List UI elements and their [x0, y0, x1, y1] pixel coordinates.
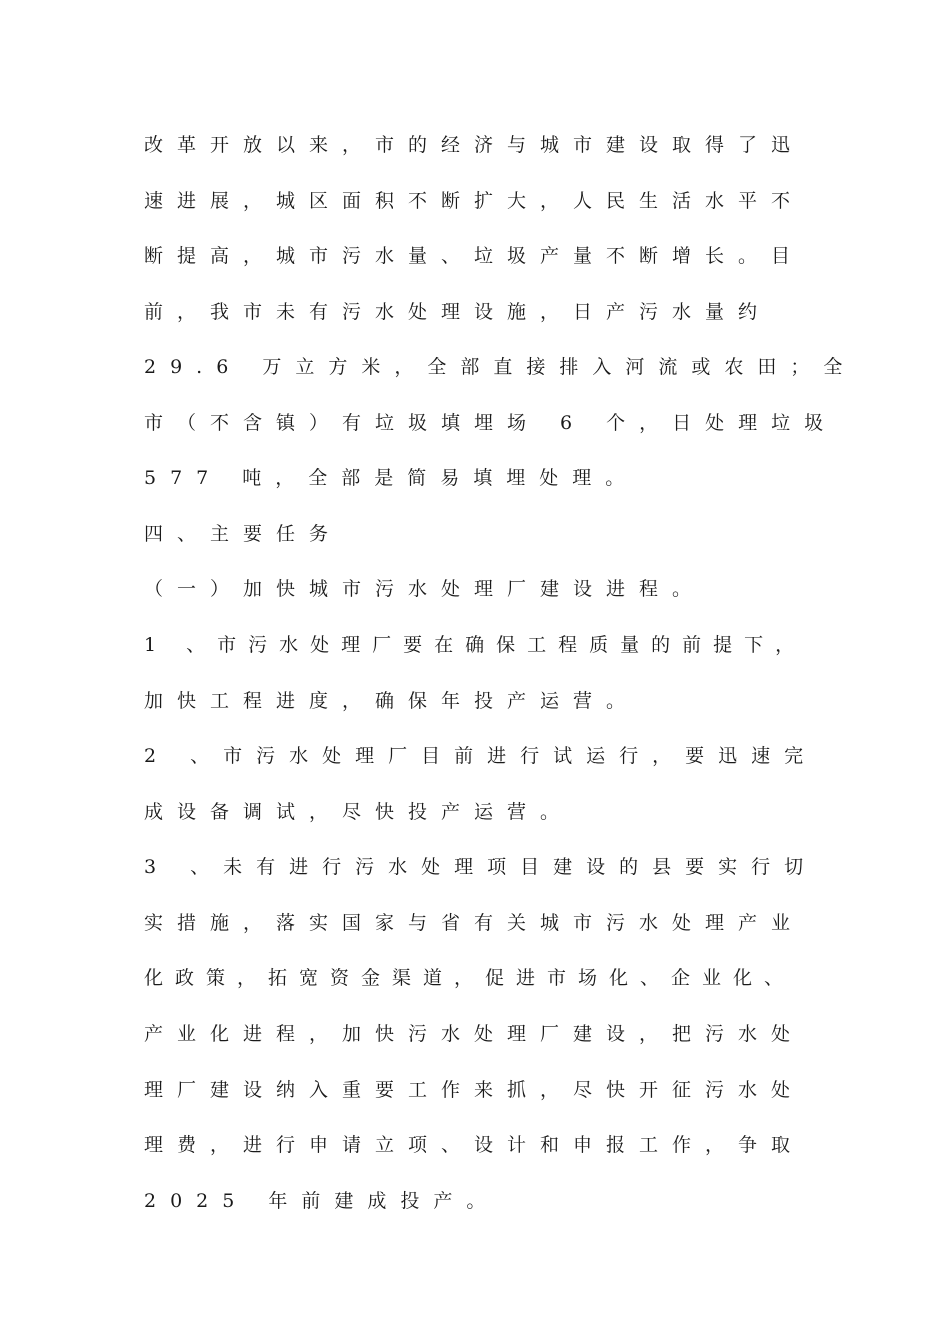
- text-line: 2 、市污水处理厂目前进行试运行，要迅速完: [144, 745, 818, 767]
- text-line: 577 吨，全部是简易填埋处理。: [144, 467, 639, 489]
- text-line: 3 、未有进行污水处理项目建设的县要实行切: [144, 856, 818, 878]
- text-line: 市（不含镇）有垃圾填埋场 6 个，日处理垃圾: [144, 412, 838, 434]
- text-line: 实措施，落实国家与省有关城市污水处理产业: [144, 912, 805, 934]
- text-line: 成设备调试，尽快投产运营。: [144, 801, 574, 823]
- text-line: 2025 年前建成投产。: [144, 1190, 500, 1212]
- text-line: 理费，进行申请立项、设计和申报工作，争取: [144, 1134, 805, 1156]
- text-line: 断提高，城市污水量、垃圾产量不断增长。目: [144, 245, 805, 267]
- text-line: 前，我市未有污水处理设施，日产污水量约: [144, 301, 772, 323]
- text-line: 化政策，拓宽资金渠道，促进市场化、企业化、: [144, 967, 796, 989]
- text-line: 加快工程进度，确保年投产运营。: [144, 690, 640, 712]
- subsection-heading: （一）加快城市污水处理厂建设进程。: [144, 578, 706, 600]
- text-line: 产业化进程，加快污水处理厂建设，把污水处: [144, 1023, 805, 1045]
- text-line: 速进展，城区面积不断扩大，人民生活水平不: [144, 190, 805, 212]
- text-line: 1 、市污水处理厂要在确保工程质量的前提下，: [144, 634, 807, 656]
- text-line: 29.6 万立方米，全部直接排入河流或农田；全: [144, 356, 857, 378]
- section-heading: 四、主要任务: [144, 523, 343, 545]
- text-line: 理厂建设纳入重要工作来抓，尽快开征污水处: [144, 1079, 805, 1101]
- text-line: 改革开放以来，市的经济与城市建设取得了迅: [144, 134, 805, 156]
